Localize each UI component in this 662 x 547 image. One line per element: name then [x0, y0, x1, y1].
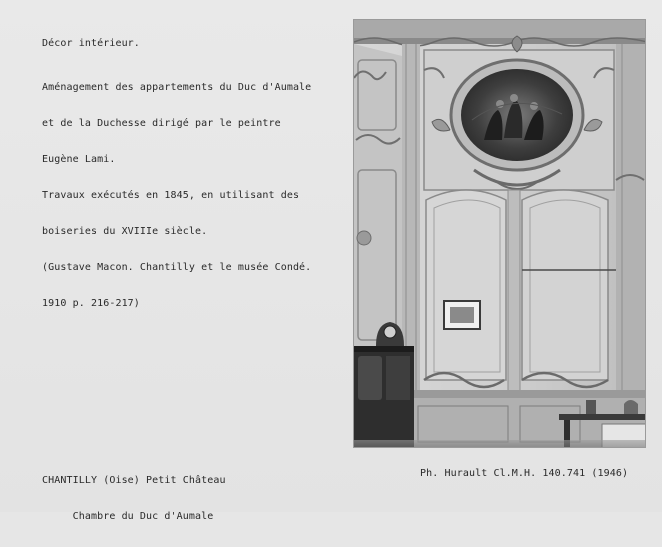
description-line: et de la Duchesse dirigé par le peintre [42, 118, 281, 129]
boiserie-photo-rendering [354, 20, 646, 448]
side-table [559, 414, 646, 420]
card-description [42, 58, 311, 334]
right-pilaster [616, 44, 646, 424]
description-line: Eugène Lami. [42, 154, 116, 165]
lower-panel-left [426, 190, 506, 380]
room-line: Chambre du Duc d'Aumale [42, 511, 214, 522]
description-line: boiseries du XVIIIe siècle. [42, 226, 208, 237]
description-line: (Gustave Macon. Chantilly et le musée Condé. [42, 262, 312, 273]
description-line: Travaux exécutés en 1845, en utilisant des [42, 190, 300, 201]
interior-photograph [353, 19, 646, 448]
card-heading: Décor intérieur. [42, 38, 140, 49]
photo-credit: Ph. Hurault Cl.M.H. 140.741 (1946) [420, 468, 629, 479]
description-line: 1910 p. 216-217) [42, 298, 140, 309]
location-line: CHANTILLY (Oise) Petit Château [42, 475, 226, 486]
lower-panel-right [522, 190, 608, 380]
location-caption [42, 451, 226, 547]
description-line: Aménagement des appartements du Duc d'Aumale [42, 82, 312, 93]
